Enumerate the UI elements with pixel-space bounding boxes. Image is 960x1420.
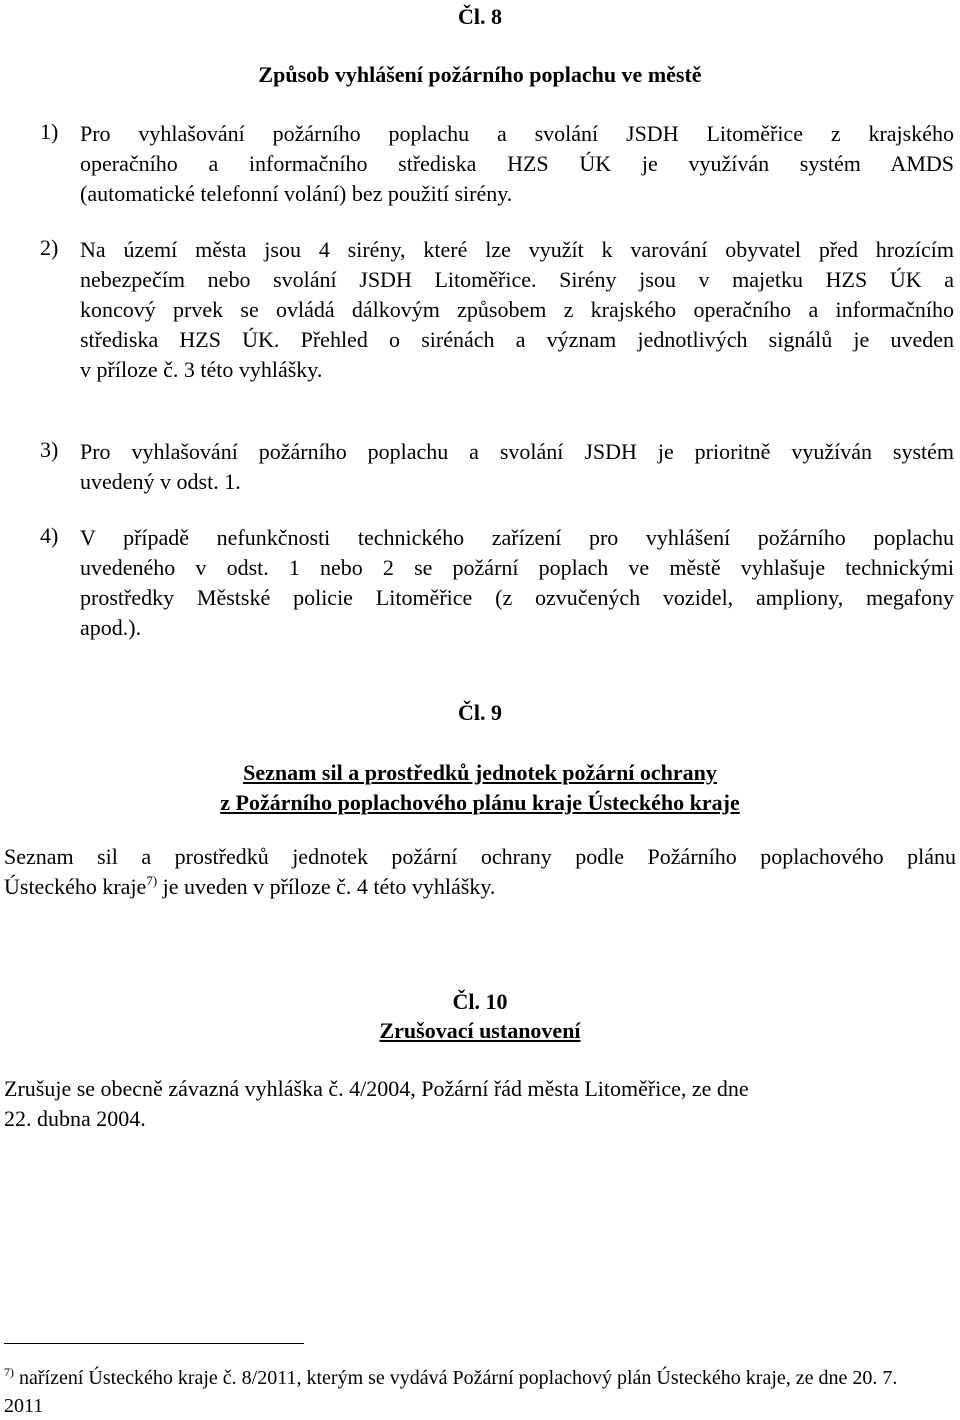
- article-10-text: [4, 1074, 956, 1134]
- paragraph-2-number: 2): [40, 235, 59, 260]
- article-9-heading: Čl. 9: [458, 700, 502, 725]
- paragraph-3-line: Pro vyhlašování požárního poplachu a svolání JSDH je prioritně využíván systém: [80, 439, 954, 464]
- footnote-line: 2011: [4, 1395, 44, 1417]
- paragraph-4-line: apod.).: [80, 615, 142, 640]
- paragraph-2-line: koncový prvek se ovládá dálkovým způsobem z krajského operačního a informačního: [80, 297, 954, 322]
- footnote-divider: [4, 1343, 304, 1344]
- paragraph-3-text: [80, 437, 954, 497]
- paragraph-3-number: 3): [40, 437, 59, 462]
- footnote-reference[interactable]: 7): [146, 873, 158, 888]
- article-10-heading: Čl. 10: [452, 989, 508, 1014]
- article-9-title-line: z Požárního poplachového plánu kraje Ústeckého kraje: [220, 790, 740, 815]
- paragraph-1-line: Pro vyhlašování požárního poplachu a svolání JSDH Litoměřice z krajského: [80, 121, 954, 146]
- article-9-text: [4, 842, 956, 902]
- paragraph-2-line: nebezpečím nebo svolání JSDH Litoměřice. Sirény jsou v majetku HZS ÚK a: [80, 267, 954, 292]
- paragraph-2-line: v příloze č. 3 této vyhlášky.: [80, 357, 323, 382]
- article-8-title: Způsob vyhlášení požárního poplachu ve městě: [258, 62, 702, 87]
- paragraph-4-line: V případě nefunkčnosti technického zařízení pro vyhlášení požárního poplachu: [80, 525, 954, 550]
- article-9-title-line: Seznam sil a prostředků jednotek požární ochrany: [243, 760, 717, 785]
- article-10-line: Zrušuje se obecně závazná vyhláška č. 4/2004, Požární řád města Litoměřice, ze dne: [4, 1076, 749, 1101]
- paragraph-4-line: prostředky Městské policie Litoměřice (z ozvučených vozidel, ampliony, megafony: [80, 585, 954, 610]
- paragraph-4-line: uvedeného v odst. 1 nebo 2 se požární poplach ve městě vyhlašuje technickými: [80, 555, 954, 580]
- paragraph-3-line: uvedený v odst. 1.: [80, 469, 241, 494]
- paragraph-2-text: [80, 235, 954, 385]
- paragraph-2-line: Na území města jsou 4 sirény, které lze využít k varování obyvatel před hrozícím: [80, 237, 954, 262]
- article-10-title: Zrušovací ustanovení: [379, 1018, 581, 1043]
- paragraph-1-number: 1): [40, 119, 59, 144]
- article-10-line: 22. dubna 2004.: [4, 1106, 146, 1131]
- article-9-line: Seznam sil a prostředků jednotek požární ochrany podle Požárního poplachového plánu: [4, 844, 956, 869]
- paragraph-1-line: operačního a informačního střediska HZS ÚK je využíván systém AMDS: [80, 151, 954, 176]
- article-9-title: [0, 758, 960, 818]
- footnote-mark: 7): [4, 1365, 14, 1379]
- paragraph-1-text: [80, 119, 954, 149]
- article-8-heading: Čl. 8: [458, 4, 502, 29]
- article-9-line: Ústeckého kraje$^{7)}$ je uveden v příloze č. 4 této vyhlášky.: [4, 873, 496, 899]
- footnote-line: $^{7)}$ nařízení Ústeckého kraje č. 8/2011, kterým se vydává Požární poplachový plán Ústeckého kraje, ze dne 20. 7.: [4, 1365, 898, 1389]
- paragraph-4-text: [80, 523, 954, 643]
- paragraph-4-number: 4): [40, 523, 59, 548]
- paragraph-1-line: (automatické telefonní volání) bez použití sirény.: [80, 181, 513, 206]
- paragraph-2-line: střediska HZS ÚK. Přehled o sirénách a význam jednotlivých signálů je uveden: [80, 327, 954, 352]
